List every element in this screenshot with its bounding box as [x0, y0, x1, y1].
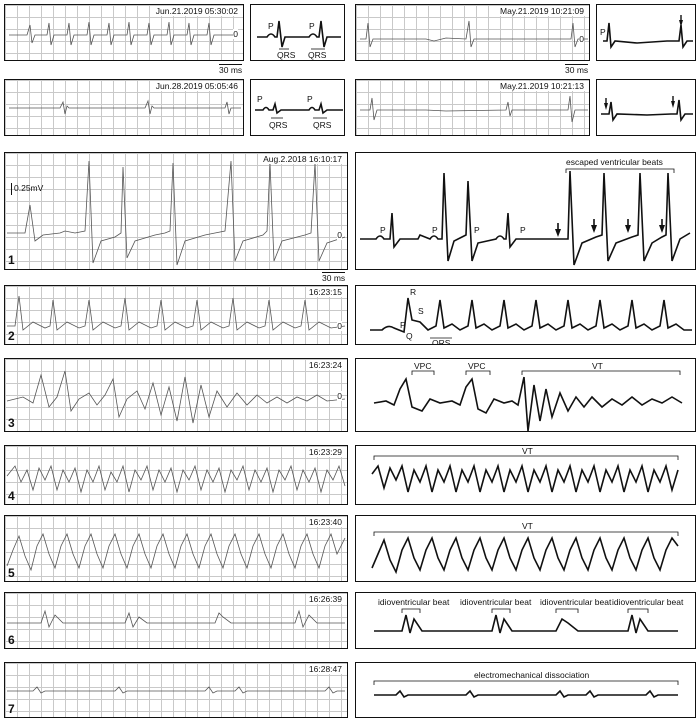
bracket	[566, 169, 674, 173]
ecg-strip-c2	[4, 285, 348, 345]
ecg-trace-c4	[5, 446, 348, 505]
vpc-label: VPC	[468, 361, 486, 371]
idioventricular-beat-label: idioventricular beat	[612, 597, 684, 607]
schematic-c1	[355, 152, 696, 270]
arrow-icon	[604, 98, 608, 110]
schematic-c3	[355, 358, 696, 432]
schematic-b1	[596, 4, 696, 61]
baseline-zero-label: 0	[233, 29, 238, 39]
ecg-strip-c3	[4, 358, 348, 432]
schematic-c2	[355, 285, 696, 348]
schematic-c4	[355, 445, 696, 505]
timestamp: 16:28:47	[308, 664, 342, 674]
row-number: 1	[8, 253, 15, 267]
ecg-strip-c6	[4, 592, 348, 649]
schematic-trace	[356, 446, 696, 505]
bracket	[374, 456, 678, 460]
row-number: 3	[8, 416, 15, 430]
bracket	[556, 609, 578, 613]
row-number: 5	[8, 566, 15, 580]
ecg-trace-c6	[5, 593, 348, 649]
ecg-strip-c4	[4, 445, 348, 505]
escape-arrow-icon	[591, 219, 597, 233]
p-wave-label: P	[432, 225, 438, 235]
ecg-strip-c7	[4, 662, 348, 718]
p-wave-label: P	[307, 94, 313, 104]
row-number: 2	[8, 329, 15, 343]
vt-label: VT	[522, 521, 533, 531]
timestamp: May.21.2019 10:21:09	[500, 6, 584, 16]
p-wave-label: P	[309, 21, 315, 31]
escaped-beats-label: escaped ventricular beats	[566, 157, 663, 167]
ecg-trace-c2	[5, 286, 348, 345]
bracket	[374, 681, 678, 685]
schematic-b2	[596, 79, 696, 136]
ecg-strip-b1	[355, 4, 590, 61]
ecg-strip-b2	[355, 79, 590, 136]
baseline-zero-label: 0	[337, 391, 342, 401]
schematic-c7	[355, 662, 696, 718]
p-wave-label: P	[257, 94, 263, 104]
bracket	[402, 609, 420, 613]
schematic-trace	[356, 663, 696, 718]
time-scale-bar: 30 ms	[322, 273, 346, 283]
schematic-trace	[251, 5, 345, 61]
p-wave-label: P	[400, 320, 406, 330]
idioventricular-beat-label: idioventricular beat	[540, 597, 612, 607]
p-wave-label: P	[520, 225, 526, 235]
schematic-c5	[355, 515, 696, 582]
timestamp: 16:23:24	[308, 360, 342, 370]
qrs-label: QRS	[313, 120, 332, 130]
arrow-icon	[679, 20, 683, 27]
timestamp: 16:23:40	[308, 517, 342, 527]
electromechanical-dissociation-label: electromechanical dissociation	[474, 670, 590, 680]
qrs-label: QRS	[432, 338, 451, 348]
bracket	[412, 371, 434, 375]
schematic-trace	[356, 286, 696, 348]
s-wave-label: S	[418, 306, 424, 316]
idioventricular-beat-label: idioventricular beat	[460, 597, 532, 607]
schematic-trace	[251, 80, 345, 136]
r-wave-label: R	[410, 287, 417, 297]
q-wave-label: Q	[406, 331, 413, 341]
bracket	[522, 371, 680, 375]
schematic-trace	[356, 153, 696, 270]
vpc-label: VPC	[414, 361, 432, 371]
time-scale-bar: 30 ms	[565, 65, 589, 75]
escape-arrow-icon	[659, 219, 665, 233]
vt-label: VT	[592, 361, 603, 371]
p-wave-label: P	[474, 225, 480, 235]
bracket	[628, 609, 648, 613]
ecg-trace-c3	[5, 359, 348, 432]
ecg-strip-a2	[4, 79, 244, 136]
ecg-strip-a1	[4, 4, 244, 61]
timestamp: Jun.21.2019 05:30:02	[155, 6, 238, 16]
timestamp: 16:23:29	[308, 447, 342, 457]
timestamp: Aug.2.2018 16:10:17	[263, 154, 342, 164]
qrs-label: QRS	[308, 50, 327, 60]
bracket	[466, 371, 490, 375]
ecg-strip-c5	[4, 515, 348, 582]
timestamp: 16:23:15	[308, 287, 342, 297]
schematic-trace	[597, 80, 696, 136]
row-number: 4	[8, 489, 15, 503]
timestamp: 16:26:39	[308, 594, 342, 604]
schematic-c6	[355, 592, 696, 649]
schematic-trace	[356, 359, 696, 432]
schematic-trace	[597, 5, 696, 61]
schematic-trace	[356, 516, 696, 582]
baseline-zero-label: 0	[337, 230, 342, 240]
time-scale-bar: 30 ms	[219, 65, 243, 75]
idioventricular-beat-label: idioventricular beat	[378, 597, 450, 607]
timestamp: Jun.28.2019 05:05:46	[155, 81, 238, 91]
vt-label: VT	[522, 446, 533, 456]
timestamp: May.21.2019 10:21:13	[500, 81, 584, 91]
qrs-label: QRS	[269, 120, 288, 130]
p-wave-label: P	[380, 225, 386, 235]
bracket	[492, 609, 510, 613]
qrs-label: QRS	[277, 50, 296, 60]
arrow-icon	[671, 96, 675, 108]
baseline-zero-label: 0	[579, 34, 584, 44]
p-wave-label: P	[600, 27, 606, 37]
schematic-trace	[356, 593, 696, 649]
escape-arrow-icon	[625, 219, 631, 233]
amplitude-scale-bar: 0.25mV	[11, 183, 43, 195]
schematic-a2	[250, 79, 345, 136]
row-number: 7	[8, 702, 15, 716]
ecg-trace-c7	[5, 663, 348, 718]
ecg-trace-c1	[5, 153, 348, 270]
p-wave-label: P	[268, 21, 274, 31]
row-number: 6	[8, 633, 15, 647]
bracket	[374, 532, 678, 536]
schematic-a1	[250, 4, 345, 61]
baseline-zero-label: 0	[337, 321, 342, 331]
ecg-trace-c5	[5, 516, 348, 582]
escape-arrow-icon	[555, 223, 561, 237]
ecg-strip-c1	[4, 152, 348, 270]
